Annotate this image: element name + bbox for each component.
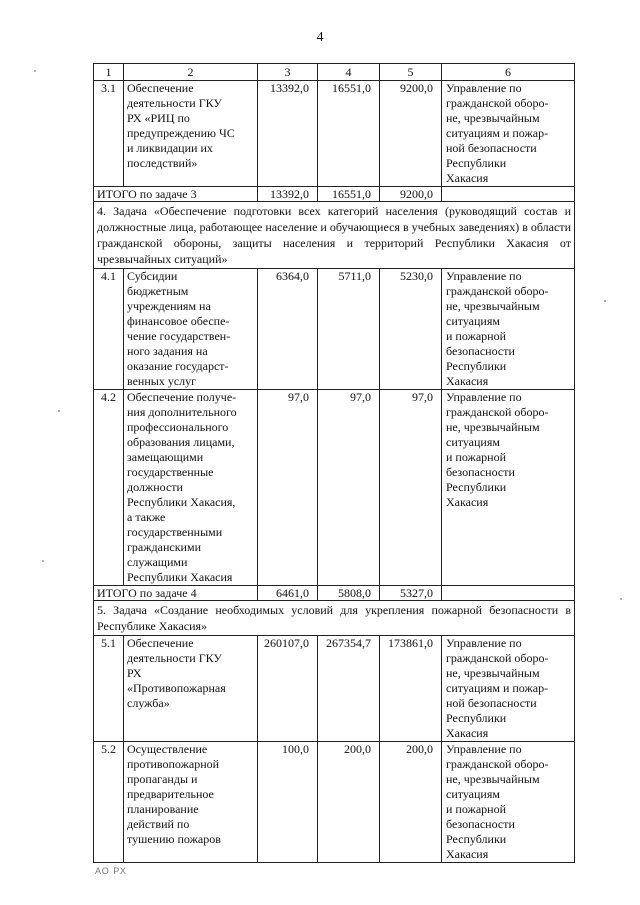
event-name-cell-line: служащими: [127, 555, 188, 569]
event-name-cell-line: финансовое обеспе-: [127, 314, 230, 328]
responsible-cell-line: гражданской оборо-: [446, 757, 549, 771]
responsible-cell-line: не, чрезвычайным: [446, 111, 540, 125]
row-number-cell: 4.1: [94, 269, 124, 390]
responsible-cell: [442, 636, 575, 742]
responsible-cell-line: гражданской оборо-: [446, 284, 549, 298]
row-number-cell: 5.2: [94, 742, 124, 863]
column-number-cell: 6: [442, 64, 575, 81]
responsible-cell-line: не, чрезвычайным: [446, 772, 540, 786]
responsible-cell-line: Республики: [446, 832, 507, 846]
value-cell: 200,0: [318, 742, 380, 863]
responsible-cell-line: Хакасия: [446, 847, 489, 861]
event-name-cell-line: образования лицами,: [127, 435, 235, 449]
scan-speck: [620, 598, 622, 600]
responsible-cell-line: Республики: [446, 156, 507, 170]
event-name-cell-line: должности: [127, 480, 183, 494]
event-name-cell-line: пропаганды и: [127, 772, 198, 786]
event-name-cell-line: «Противопожарная: [127, 681, 226, 695]
column-number-cell: 1: [94, 64, 124, 81]
value-cell: 173861,0: [380, 636, 442, 742]
responsible-cell-line: гражданской оборо-: [446, 405, 549, 419]
value-cell: 9200,0: [380, 81, 442, 187]
task-heading-cell: 5. Задача «Создание необходимых условий для укрепления пожарной безопасности в Республике Хакасия»: [94, 601, 575, 636]
event-name-cell-line: действий по: [127, 817, 190, 831]
responsible-cell: [442, 390, 575, 586]
responsible-cell-line: Управление по: [446, 636, 522, 650]
event-name-cell-line: служба»: [127, 696, 170, 710]
responsible-cell-line: Управление по: [446, 269, 522, 283]
event-name-cell-line: чение государствен-: [127, 329, 231, 343]
responsible-cell-line: не, чрезвычайным: [446, 299, 540, 313]
responsible-cell-line: Республики: [446, 480, 507, 494]
event-name-cell-line: предупреждению ЧС: [127, 126, 235, 140]
value-cell: 97,0: [258, 390, 318, 586]
event-name-cell-line: Обеспечение: [127, 81, 194, 95]
responsible-cell-line: Управление по: [446, 390, 522, 404]
value-cell: 16551,0: [318, 81, 380, 187]
value-cell: 13392,0: [258, 81, 318, 187]
responsible-cell-line: Управление по: [446, 742, 522, 756]
event-name-cell-line: планирование: [127, 802, 199, 816]
value-cell: 97,0: [380, 390, 442, 586]
table-row: [94, 81, 575, 187]
row-number-cell: 5.1: [94, 636, 124, 742]
scan-speck: [58, 410, 60, 412]
total-value-cell: 5808,0: [318, 586, 380, 601]
total-value-cell: 13392,0: [258, 187, 318, 202]
value-cell: 267354,7: [318, 636, 380, 742]
event-name-cell-line: оказание государст-: [127, 359, 229, 373]
total-label-cell: ИТОГО по задаче 3: [94, 187, 258, 202]
responsible-cell-line: ситуациям и пожар-: [446, 681, 549, 695]
total-label-cell: ИТОГО по задаче 4: [94, 586, 258, 601]
column-number-cell: 4: [318, 64, 380, 81]
event-name-cell-line: бюджетным: [127, 284, 189, 298]
column-number-cell: 2: [124, 64, 258, 81]
task-heading-row: [94, 601, 575, 636]
row-number-cell: 4.2: [94, 390, 124, 586]
responsible-cell-line: ситуациям: [446, 314, 500, 328]
event-name-cell-line: профессионального: [127, 420, 229, 434]
event-name-cell-line: предварительное: [127, 787, 214, 801]
event-name-cell-line: ния дополнительного: [127, 405, 237, 419]
event-name-cell-line: замещающими: [127, 450, 204, 464]
responsible-cell: [442, 81, 575, 187]
responsible-cell-line: Республики: [446, 711, 507, 725]
column-number-row: [94, 64, 575, 81]
column-number-cell: 3: [258, 64, 318, 81]
total-row: [94, 586, 575, 601]
responsible-cell-line: безопасности: [446, 817, 515, 831]
responsible-cell-line: ной безопасности: [446, 141, 537, 155]
event-name-cell-line: РХ «РИЦ по: [127, 111, 190, 125]
event-name-cell: [124, 636, 258, 742]
value-cell: 5230,0: [380, 269, 442, 390]
event-name-cell-line: Обеспечение: [127, 636, 194, 650]
event-name-cell-line: ного задания на: [127, 344, 208, 358]
scan-speck: [34, 70, 36, 72]
total-row: [94, 187, 575, 202]
event-name-cell-line: Обеспечение получе-: [127, 390, 237, 404]
total-empty-cell: [442, 586, 575, 601]
responsible-cell-line: безопасности: [446, 344, 515, 358]
value-cell: 260107,0: [258, 636, 318, 742]
event-name-cell: [124, 390, 258, 586]
value-cell: 100,0: [258, 742, 318, 863]
responsible-cell-line: ситуациям и пожар-: [446, 126, 549, 140]
event-name-cell-line: учреждениям на: [127, 299, 211, 313]
responsible-cell-line: Республики: [446, 359, 507, 373]
responsible-cell: [442, 269, 575, 390]
total-value-cell: 5327,0: [380, 586, 442, 601]
table-body: [94, 64, 575, 863]
responsible-cell-line: Хакасия: [446, 374, 489, 388]
scan-speck: [42, 560, 44, 562]
column-number-cell: 5: [380, 64, 442, 81]
event-name-cell: [124, 742, 258, 863]
responsible-cell-line: ситуациям: [446, 787, 500, 801]
responsible-cell-line: ситуациям: [446, 435, 500, 449]
responsible-cell-line: не, чрезвычайным: [446, 420, 540, 434]
value-cell: 200,0: [380, 742, 442, 863]
responsible-cell-line: ной безопасности: [446, 696, 537, 710]
event-name-cell-line: а также: [127, 510, 166, 524]
table-row: [94, 636, 575, 742]
event-name-cell-line: венных услуг: [127, 374, 197, 388]
event-name-cell-line: РХ: [127, 666, 142, 680]
row-number-cell: 3.1: [94, 81, 124, 187]
responsible-cell-line: и пожарной: [446, 802, 507, 816]
event-name-cell-line: и ликвидации их: [127, 141, 213, 155]
responsible-cell-line: и пожарной: [446, 329, 507, 343]
total-empty-cell: [442, 187, 575, 202]
event-name-cell-line: государственные: [127, 465, 214, 479]
budget-table: [93, 63, 575, 863]
responsible-cell-line: Управление по: [446, 81, 522, 95]
event-name-cell-line: Субсидии: [127, 269, 178, 283]
responsible-cell-line: гражданской оборо-: [446, 651, 549, 665]
value-cell: 6364,0: [258, 269, 318, 390]
event-name-cell-line: Осуществление: [127, 742, 208, 756]
total-value-cell: 6461,0: [258, 586, 318, 601]
page-number: 4: [316, 30, 324, 45]
event-name-cell-line: тушению пожаров: [127, 832, 221, 846]
table-row: [94, 742, 575, 863]
responsible-cell-line: безопасности: [446, 465, 515, 479]
responsible-cell: [442, 742, 575, 863]
responsible-cell-line: Хакасия: [446, 495, 489, 509]
responsible-cell-line: не, чрезвычайным: [446, 666, 540, 680]
event-name-cell-line: Республики Хакасия: [127, 570, 233, 584]
event-name-cell-line: противопожарной: [127, 757, 220, 771]
total-value-cell: 16551,0: [318, 187, 380, 202]
total-value-cell: 9200,0: [380, 187, 442, 202]
event-name-cell: [124, 81, 258, 187]
table-row: [94, 390, 575, 586]
responsible-cell-line: Хакасия: [446, 171, 489, 185]
event-name-cell-line: государственными: [127, 525, 223, 539]
responsible-cell-line: Хакасия: [446, 726, 489, 740]
event-name-cell: [124, 269, 258, 390]
event-name-cell-line: деятельности ГКУ: [127, 96, 222, 110]
event-name-cell-line: гражданскими: [127, 540, 201, 554]
task-heading-cell: 4. Задача «Обеспечение подготовки всех категорий населения (руководящий состав и должностные лица, работающее население и обучающиеся в учебных заведениях) в области гражданской обороны, защиты населения и территорий Республики Хакасия от чрезвычайных ситуаций»: [94, 202, 575, 269]
task-heading-row: [94, 202, 575, 269]
event-name-cell-line: деятельности ГКУ: [127, 651, 222, 665]
value-cell: 97,0: [318, 390, 380, 586]
footer-stamp: АО РХ: [95, 866, 127, 876]
responsible-cell-line: гражданской оборо-: [446, 96, 549, 110]
table-row: [94, 269, 575, 390]
scan-speck: [604, 300, 606, 302]
event-name-cell-line: Республики Хакасия,: [127, 495, 236, 509]
event-name-cell-line: последствий»: [127, 156, 198, 170]
responsible-cell-line: и пожарной: [446, 450, 507, 464]
value-cell: 5711,0: [318, 269, 380, 390]
